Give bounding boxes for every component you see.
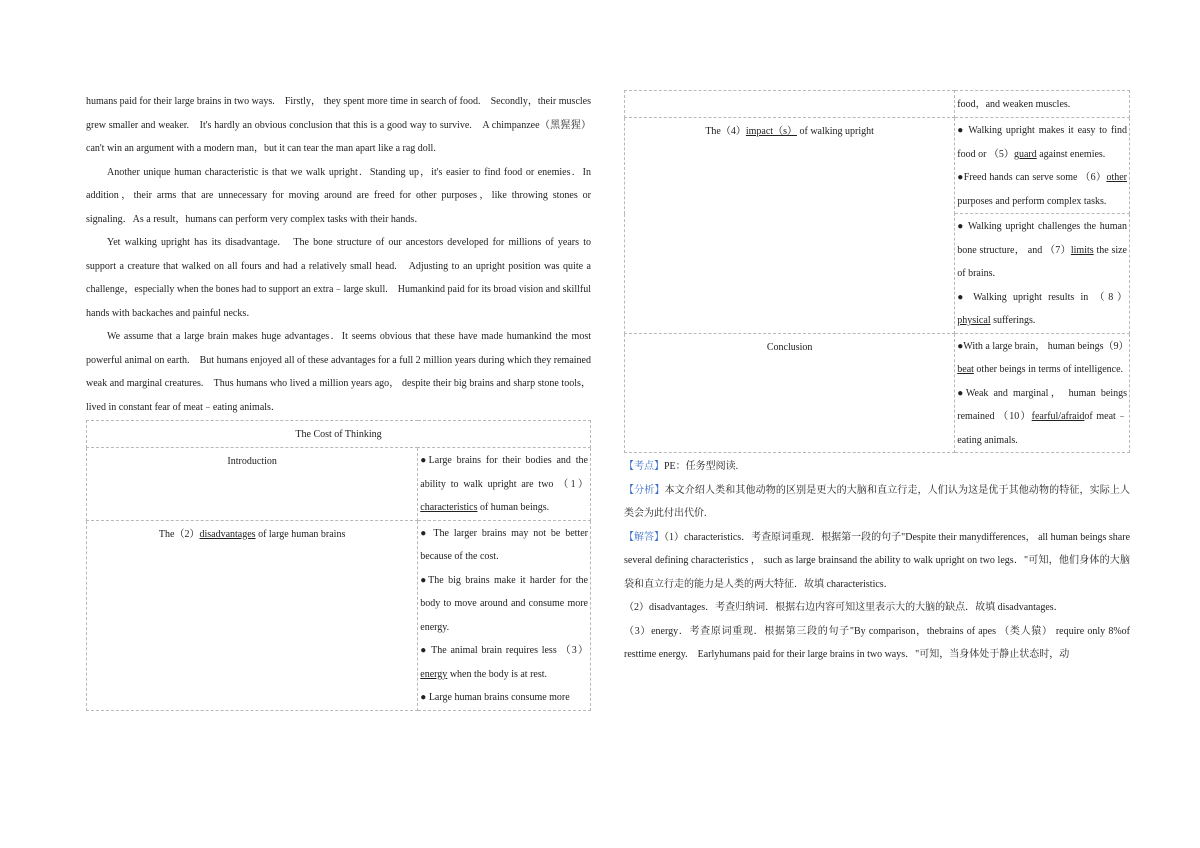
list-item: ● Walking upright makes it easy to find food or （5）guard against enemies. (957, 125, 1127, 160)
list-item: ●With a large brain， human beings（9）beat other beings in terms of intelligence. (957, 340, 1129, 375)
list-item: ●Freed hands can serve some （6）other purposes and perform complex tasks. (957, 172, 1127, 207)
list-item: ● Walking upright results in （8）physical sufferings. (957, 291, 1127, 326)
list-item: ● The larger brains may not be better because of the cost. (420, 527, 588, 562)
answer-9: beat (957, 364, 974, 375)
impact-cell-b (955, 214, 1130, 334)
list-item: ● Walking upright challenges the human bone structure， and （7）limits the size of brains. (957, 221, 1127, 279)
answer-3: energy (420, 668, 448, 680)
introduction-label: Introduction (87, 448, 418, 521)
answer-explanation-2: （2）disadvantages．考查归纳词．根据右边内容可知这里表示大的大脑的缺点．故填 disadvantages． (624, 602, 1064, 613)
answer-10: fearful/afraid (1031, 411, 1085, 422)
answer-4: impact（s） (745, 126, 797, 137)
list-item: ●Weak and marginal， human beings remained （10）fearful/afraidof meat﹣eating animals. (957, 387, 1128, 446)
cost-of-thinking-table (86, 420, 591, 711)
list-item: ●The big brains make it harder for the body to move around and consume more energy. (420, 574, 588, 633)
paragraph-4: We assume that a large brain makes huge advantages．It seems obvious that these have made humankind the most powerful animal on earth. But humans enjoyed all of these advantages for a full 2 million years during which they remained weak and marginal creatures. Thus humans who lived a million years ago， despite their big brains and sharp stone tools， lived in constant fear of meat﹣eating animals． (86, 331, 591, 413)
kaodian-section: 【考点】PE：任务型阅读. (624, 461, 739, 472)
fenxi-tag: 【分析】 (624, 484, 665, 496)
paragraph-1: humans paid for their large brains in two ways. Firstly， they spent more time in search of food. Secondly，their muscles grew smaller and weaker. It's hardly an obvious conclusion that this is a good way to survive. A chimpanzee（黑猩猩）can't win an argument with a modern man，but it can tear the man apart like a rag doll. (86, 96, 591, 154)
answer-2: disadvantages (199, 528, 256, 540)
answer-1: characteristics (420, 502, 478, 513)
answer-6: other (1106, 172, 1127, 183)
conclusion-cell (955, 333, 1130, 453)
table-title: The Cost of Thinking (87, 421, 591, 448)
introduction-cell: ●Large brains for their bodies and the ability to walk upright are two （1）characteristics of human beings. (418, 448, 591, 521)
list-item: ● Large human brains consume more (420, 692, 570, 703)
paragraph-2: Another unique human characteristic is that we walk upright．Standing up，it's easier to find food or enemies．In addition，their arms that are unnecessary for moving around are freed for other purposes，like throwing stones or signaling．As a result，humans can perform very complex tasks with their hands． (86, 166, 591, 225)
disadvantages-cell (418, 520, 591, 710)
jieda-section: 【解答】（1）characteristics．考查原词重现．根据第一段的句子"Despite their manydifferences， all human beings share several defining characteristics ， such as large brainsand the ability to walk upright on two legs．"可知，他们身体的大脑袋和直立行走的能力是人类的两大特征．故填 characteristics． (624, 531, 1131, 590)
left-column (86, 90, 591, 711)
conclusion-label: Conclusion (625, 333, 955, 453)
continued-cell: food，and weaken muscles. (955, 91, 1130, 118)
right-column (624, 90, 1130, 667)
answer-7: limits (1070, 244, 1094, 256)
answer-5: guard (1013, 148, 1037, 160)
paragraph-3: Yet walking upright has its disadvantage. The bone structure of our ancestors developed for millions of years to support a creature that walked on all fours and had a relatively small head. Adjusting to an upright position was quite a challenge，especially when the bones had to support an extra﹣large skull. Humankind paid for its broad vision and skillful hands with backaches and painful necks． (86, 237, 591, 319)
disadvantages-label: The（2）disadvantages of large human brains (87, 520, 418, 710)
impact-label: The（4）impact（s） of walking upright (625, 118, 955, 334)
cost-of-thinking-table-continued (624, 90, 1130, 453)
empty-cell (625, 91, 955, 118)
fenxi-section: 【分析】本文介绍人类和其他动物的区别是更大的大脑和直立行走，人们认为这是优于其他动物的特征，实际上人类会为此付出代价. (624, 484, 1131, 519)
list-item: ● The animal brain requires less （3）energy when the body is at rest. (420, 645, 588, 680)
kaodian-tag: 【考点】 (624, 461, 664, 472)
answer-8: physical (957, 315, 991, 326)
impact-cell-a (955, 118, 1130, 214)
jieda-tag: 【解答】 (624, 531, 664, 543)
answer-explanation-3: （3）energy．考查原词重现．根据第三段的句子"By comparison，thebrains of apes （类人猿） require only 8%of resttime energy. Earlyhumans paid for their large brains in two ways．"可知，当身体处于静止状态时，动 (624, 625, 1130, 660)
